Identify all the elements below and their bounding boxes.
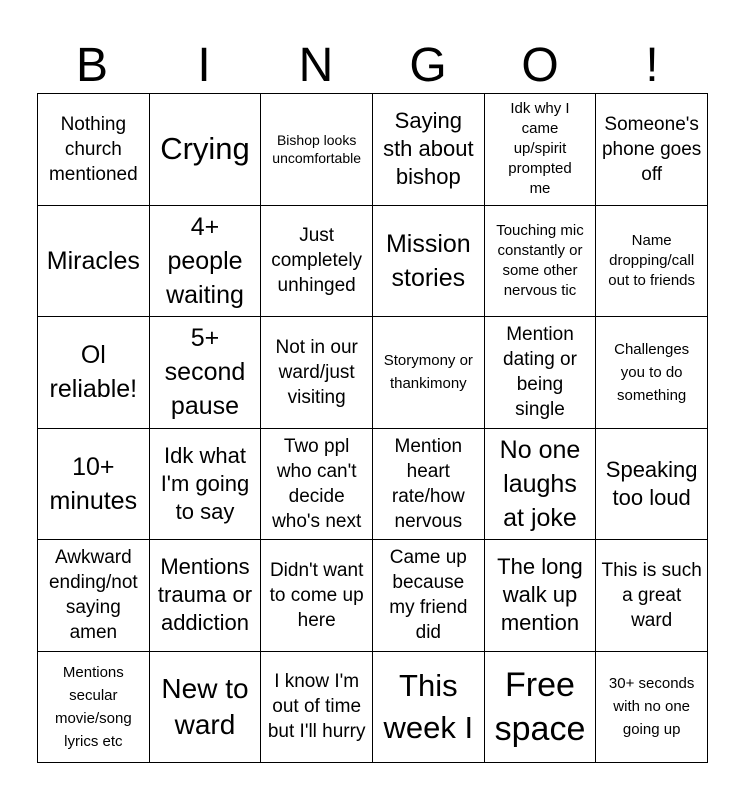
cell-text: Not in our ward/just visiting [275, 336, 358, 408]
bingo-cell[interactable] [373, 317, 485, 429]
bingo-cell[interactable] [261, 317, 373, 429]
bingo-cell[interactable] [261, 94, 373, 206]
bingo-cell[interactable] [596, 429, 708, 541]
bingo-cell[interactable] [373, 540, 485, 652]
bingo-cell[interactable] [150, 429, 262, 541]
cell-text: Mentions secular movie/song lyrics etc [54, 663, 132, 750]
bingo-cell[interactable] [485, 540, 597, 652]
bingo-cell[interactable] [38, 652, 150, 764]
bingo-cell[interactable] [596, 652, 708, 764]
cell-text: Mentions trauma or addiction [157, 554, 253, 636]
header-exclamation: ! [645, 39, 659, 92]
cell-text: No one laughs at joke [499, 435, 581, 532]
header-letter-g: G [409, 39, 447, 92]
bingo-cell[interactable] [596, 317, 708, 429]
cell-text: This is such a great ward [601, 559, 702, 631]
bingo-cell[interactable] [261, 206, 373, 318]
cell-text: Two ppl who can't decide who's next [272, 435, 362, 532]
bingo-cell[interactable] [485, 429, 597, 541]
cell-text: Mission stories [385, 229, 471, 292]
cell-text: The long walk up mention [497, 554, 583, 636]
cell-text: Bishop looks uncomfortable [272, 132, 362, 167]
bingo-cell[interactable] [261, 540, 373, 652]
bingo-cell[interactable] [150, 206, 262, 318]
bingo-cell[interactable] [485, 206, 597, 318]
bingo-header [36, 38, 708, 94]
cell-text: Name dropping/call out to friends [608, 231, 696, 289]
bingo-cell[interactable] [485, 317, 597, 429]
bingo-cell[interactable] [261, 429, 373, 541]
free-space-text: Free space [494, 665, 586, 748]
cell-text: 5+ second pause [164, 324, 246, 421]
bingo-cell[interactable] [373, 94, 485, 206]
cell-text: Mention heart rate/how nervous [391, 435, 465, 532]
header-letter-n: N [298, 39, 334, 92]
cell-text: Nothing church mentioned [48, 113, 138, 185]
bingo-cell[interactable] [150, 540, 262, 652]
bingo-cell[interactable] [150, 652, 262, 764]
cell-text: 30+ seconds with no one going up [608, 675, 695, 739]
bingo-board [37, 93, 708, 763]
cell-text: Crying [160, 131, 250, 167]
cell-text: Just completely unhinged [271, 225, 363, 297]
bingo-cell[interactable] [150, 317, 262, 429]
cell-text: This week I [383, 667, 474, 745]
cell-text: Someone's phone goes off [601, 113, 702, 185]
cell-text: Ol reliable! [49, 341, 138, 404]
cell-text: Idk what I'm going to say [160, 442, 250, 524]
bingo-cell[interactable] [38, 317, 150, 429]
cell-text: Speaking too loud [605, 456, 698, 510]
bingo-cell[interactable] [38, 540, 150, 652]
bingo-cell[interactable] [38, 94, 150, 206]
bingo-cell[interactable] [596, 540, 708, 652]
cell-text: Awkward ending/not saying amen [48, 547, 138, 644]
cell-text: Didn't want to come up here [269, 559, 364, 631]
bingo-cell[interactable] [261, 652, 373, 764]
cell-text: Miracles [46, 246, 140, 275]
bingo-cell[interactable] [485, 94, 597, 206]
bingo-cell[interactable] [373, 429, 485, 541]
header-letter-o: O [521, 39, 559, 92]
cell-text: New to ward [161, 672, 249, 740]
bingo-cell[interactable] [596, 206, 708, 318]
header-letter-b: B [75, 39, 108, 92]
cell-text: Touching mic constantly or some other nervous tic [496, 221, 584, 299]
cell-text: Storymony or thankimony [383, 352, 473, 393]
bingo-cell[interactable] [373, 652, 485, 764]
bingo-cell[interactable] [596, 94, 708, 206]
bingo-cell[interactable] [38, 429, 150, 541]
cell-text: I know I'm out of time but I'll hurry [267, 671, 366, 743]
bingo-cell[interactable] [38, 206, 150, 318]
bingo-cell[interactable] [150, 94, 262, 206]
cell-text: Challenges you to do something [614, 340, 690, 404]
cell-text: Mention dating or being single [503, 324, 577, 421]
cell-text: 10+ minutes [49, 452, 138, 515]
header-letter-i: I [197, 39, 211, 92]
cell-text: Saying sth about bishop [383, 108, 474, 190]
cell-text: Idk why I came up/spirit prompted me [508, 100, 572, 198]
cell-text: 4+ people waiting [166, 212, 244, 309]
cell-text: Came up because my friend did [389, 547, 468, 644]
free-space-cell[interactable] [485, 652, 597, 764]
bingo-cell[interactable] [373, 206, 485, 318]
